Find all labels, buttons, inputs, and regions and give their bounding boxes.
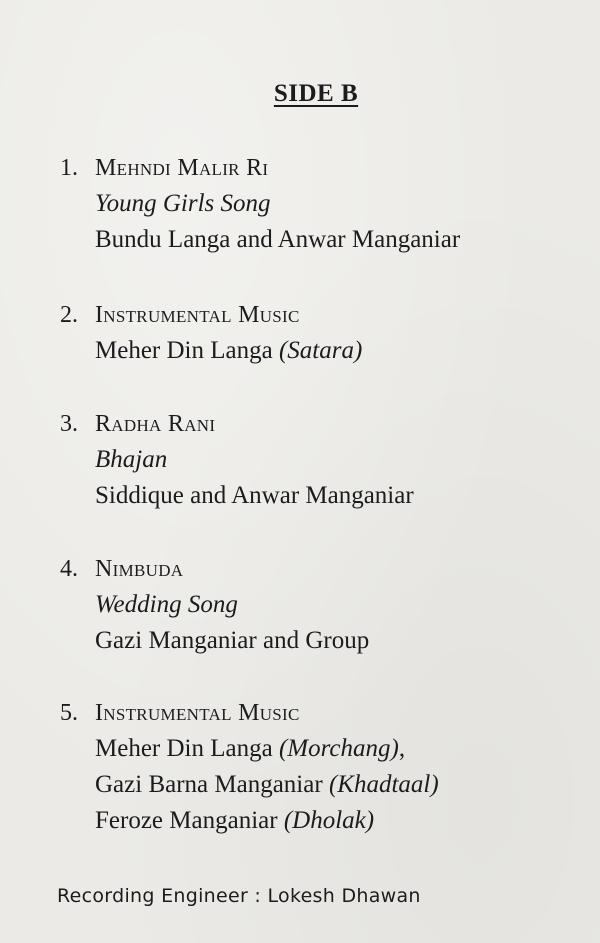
track-1-subtitle: Young Girls Song bbox=[95, 190, 271, 217]
track-1-title: Mehndi Malir Ri bbox=[95, 155, 269, 181]
track-2-title: Instrumental Music bbox=[95, 302, 300, 328]
performer-instrument: (Khadtaal) bbox=[328, 771, 439, 798]
performer-name: Meher Din Langa bbox=[95, 735, 273, 762]
performer-name: Meher Din Langa bbox=[95, 337, 273, 364]
performer-instrument: (Dholak) bbox=[283, 807, 375, 834]
performer-instrument: (Satara) bbox=[278, 337, 363, 364]
track-2-heading bbox=[60, 297, 560, 333]
track-4-subtitle: Wedding Song bbox=[95, 591, 238, 618]
track-1 bbox=[60, 150, 560, 258]
track-1-number: 1. bbox=[60, 155, 78, 181]
track-3-number: 3. bbox=[60, 411, 78, 437]
performer-separator: , bbox=[398, 735, 406, 762]
track-5-performer-2 bbox=[60, 767, 560, 803]
track-2-number: 2. bbox=[60, 302, 78, 328]
performer-name: Feroze Manganiar bbox=[95, 807, 278, 834]
performer-name: Gazi Barna Manganiar bbox=[95, 771, 323, 798]
track-3-title: Radha Rani bbox=[95, 411, 216, 437]
track-3-subtitle: Bhajan bbox=[95, 446, 168, 473]
track-5-title: Instrumental Music bbox=[95, 700, 300, 726]
track-3-heading bbox=[60, 406, 560, 442]
track-2-performer-1 bbox=[60, 333, 560, 369]
track-2 bbox=[60, 297, 560, 369]
track-3 bbox=[60, 406, 560, 514]
track-4-title: Nimbuda bbox=[95, 556, 184, 582]
performer-instrument: (Morchang) bbox=[278, 735, 399, 762]
track-4-heading bbox=[60, 551, 560, 587]
track-5 bbox=[60, 695, 560, 839]
track-5-number: 5. bbox=[60, 700, 78, 726]
track-5-performer-3 bbox=[60, 803, 560, 839]
track-1-artists: Bundu Langa and Anwar Manganiar bbox=[95, 226, 461, 253]
side-title: SIDE B bbox=[273, 80, 359, 107]
track-4 bbox=[60, 551, 560, 659]
track-4-number: 4. bbox=[60, 556, 78, 582]
track-3-artists: Siddique and Anwar Manganiar bbox=[95, 482, 414, 509]
track-4-artists: Gazi Manganiar and Group bbox=[95, 627, 370, 654]
track-5-performer-1 bbox=[60, 731, 560, 767]
track-1-heading bbox=[60, 150, 560, 186]
recording-engineer-credit: Recording Engineer : Lokesh Dhawan bbox=[57, 885, 421, 907]
track-5-heading bbox=[60, 695, 560, 731]
